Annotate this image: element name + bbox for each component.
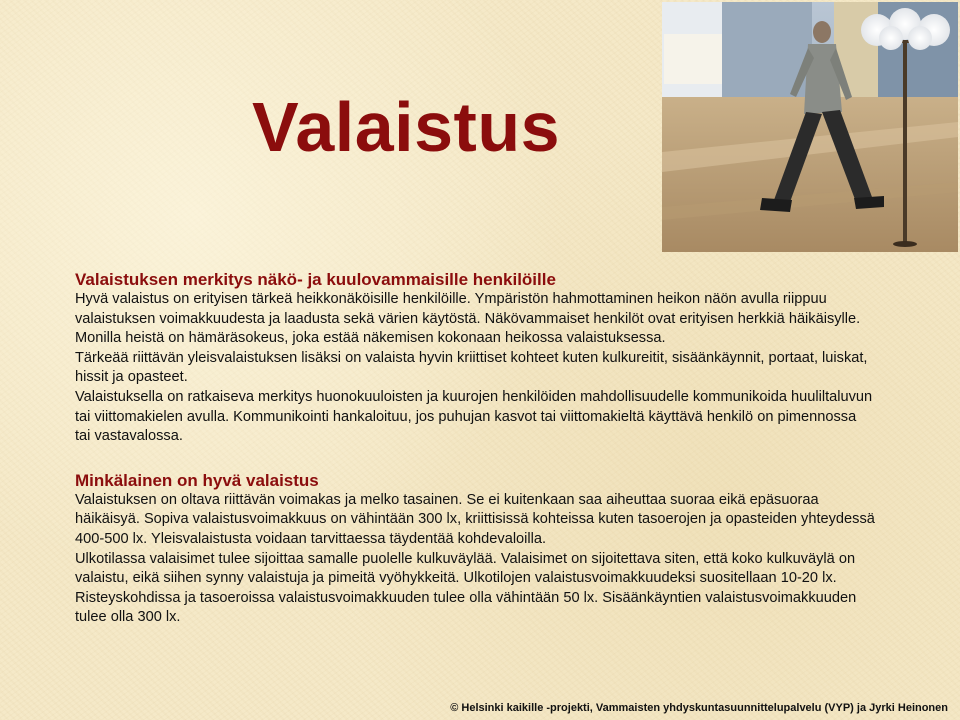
section-heading: Valaistuksen merkitys näkö- ja kuulovammaisille henkilöille [75,270,556,289]
paragraph: Tärkeää riittävän yleisvalaistuksen lisäksi on valaista hyvin kriittiset kohteet kuten kulkureitit, sisäänkäynnit, portaat, luiskat, hissit ja opasteet. [75,349,868,386]
slide-title: Valaistus [252,88,561,166]
copyright-footer: © Helsinki kaikille -projekti, Vammaisten yhdyskuntasuunnittelupalvelu (VYP) ja Jyrki Heinonen [450,702,948,714]
paragraph: Ulkotilassa valaisimet tulee sijoittaa samalle puolelle kulkuväylää. Valaisimet on sijoitettava siten, että koko kulkuväylä on valaistu, eikä siihen synny valaistuja ja pimeitä vyöhykkeitä. Ulkotilojen valaistusvoimakkuudeksi suositellaan 10-20 lx. Risteyskohdissa ja tasoeroissa valaistusvoimakkuuden tulee olla vähintään 50 lx. Sisäänkäyntien valaistusvoimakkuuden tulee olla 300 lx. [75,550,857,626]
paragraph: Hyvä valaistus on erityisen tärkeä heikkonäköisille henkilöille. Ympäristön hahmottaminen heikon näön avulla riippuu valaistuksen voimakkuudesta ja laadusta sekä värien käytöstä. Näkövammaiset henkilöt ovat erityisen herkkiä häikäisylle. Monilla heistä on hämäräsokeus, joka estää näkemisen kokonaan heikossa valaistuksessa. [75,291,861,347]
section-lighting-importance [75,270,875,447]
paragraph: Valaistuksella on ratkaiseva merkitys huonokuuloisten ja kuurojen henkilöiden mahdollisuudelle kommunikoida huuliltaluvun tai viittomakielen avulla. Kommunikointi hankaloituu, jos puhujan kasvot tai viittomakieltä käyttävä henkilö on pimennossa tai vastavalossa. [75,388,873,445]
section-heading: Minkälainen on hyvä valaistus [75,470,319,490]
photo-person-walking-by-floor-lamp [662,2,958,252]
slide-content [75,270,875,628]
paragraph: Valaistuksen on oltava riittävän voimakas ja melko tasainen. Se ei kuitenkaan saa aiheuttaa suoraa eikä epäsuoraa häikäisyä. Sopiva valaistusvoimakkuus on vähintään 300 lx, kriittisissä kohteissa kuten tasoerojen ja opasteiden yhteydessä 400-500 lx. Yleisvalaistusta voidaan tarvittaessa täydentää kohdevaloilla. [75,491,875,547]
section-good-lighting [75,471,875,628]
